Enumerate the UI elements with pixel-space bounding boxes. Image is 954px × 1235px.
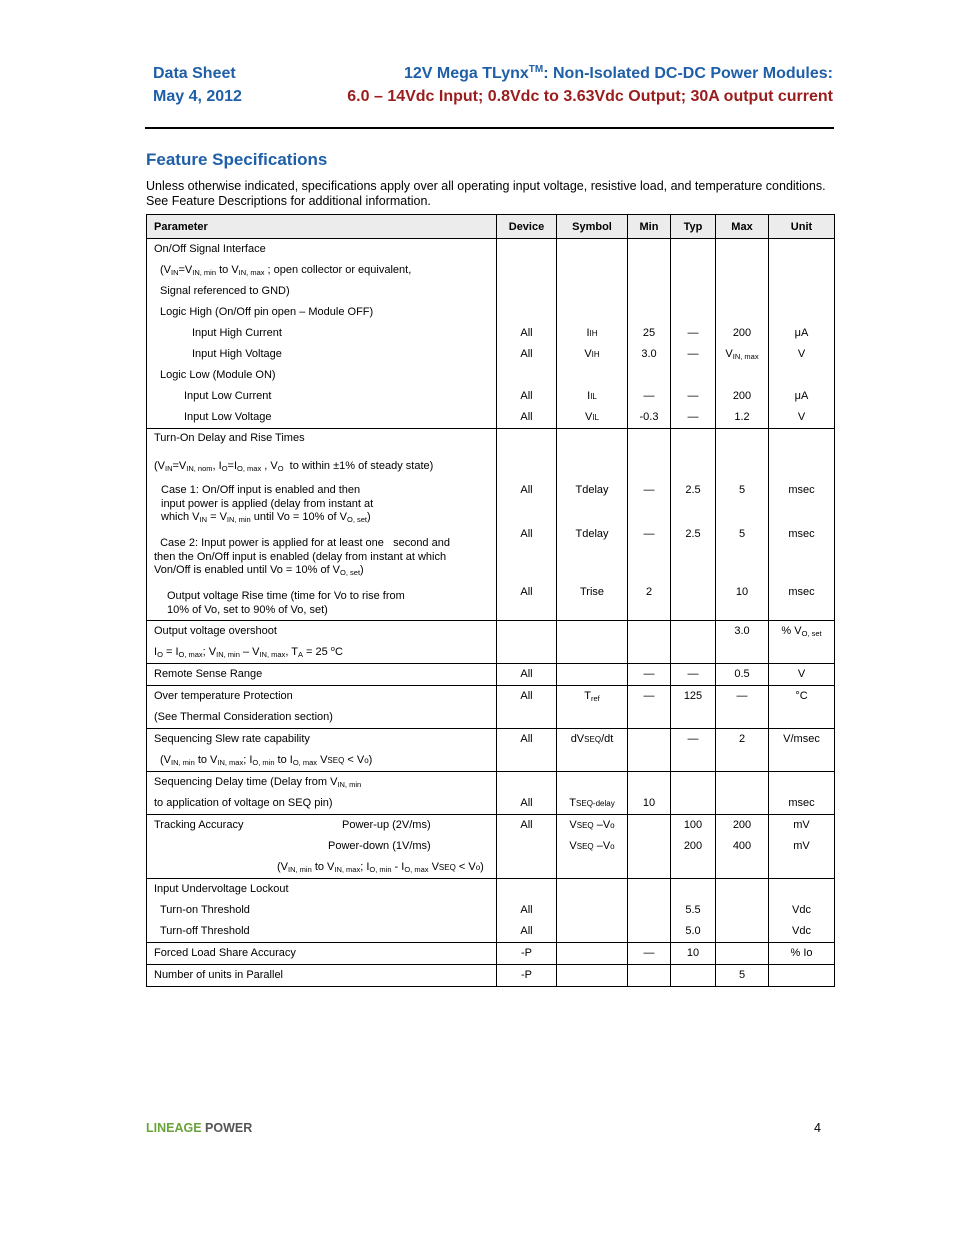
device-cell: All All All All	[497, 239, 557, 429]
parameter-cell: Sequencing Slew rate capability ($V_{IN, min}$ to $V_{IN, max}$; $I_{O, min}$ to $I_{O, max}$ VSEQ < Vo)	[147, 729, 497, 772]
parameter-cell: Input Undervoltage Lockout Turn-on Threshold Turn-off Threshold	[147, 879, 497, 943]
max-cell	[716, 772, 769, 815]
typ-cell: 2.5 2.5	[671, 429, 716, 621]
parameter-cell: Forced Load Share Accuracy	[147, 943, 497, 965]
unit-cell: msec msec msec	[769, 429, 835, 621]
symbol-cell	[557, 943, 628, 965]
table-row	[147, 429, 835, 621]
typ-cell: —	[671, 729, 716, 772]
col-device: Device	[497, 215, 557, 239]
doc-subtitle: 6.0 – 14Vdc Input; 0.8Vdc to 3.63Vdc Output; 30A output current	[347, 88, 833, 105]
min-cell: —	[628, 686, 671, 729]
col-min: Min	[628, 215, 671, 239]
unit-cell: % Io	[769, 943, 835, 965]
device-cell: All	[497, 815, 557, 879]
table-row	[147, 729, 835, 772]
typ-cell: 125	[671, 686, 716, 729]
device-cell: -P	[497, 965, 557, 987]
unit-cell: Vdc Vdc	[769, 879, 835, 943]
min-cell: —	[628, 943, 671, 965]
device-cell: All	[497, 686, 557, 729]
typ-cell: 10	[671, 943, 716, 965]
typ-cell	[671, 772, 716, 815]
col-typ: Typ	[671, 215, 716, 239]
table-row	[147, 943, 835, 965]
symbol-cell: IIH VIH IIL VIL	[557, 239, 628, 429]
max-cell: 2	[716, 729, 769, 772]
max-cell: 200 $V_{IN, max}$ 200 1.2	[716, 239, 769, 429]
max-cell: 5 5 10	[716, 429, 769, 621]
header-left	[153, 62, 242, 108]
min-cell	[628, 815, 671, 879]
col-parameter: Parameter	[147, 215, 497, 239]
min-cell: —	[628, 664, 671, 686]
max-cell	[716, 943, 769, 965]
parameter-cell: Tracking Accuracy Power-up (2V/ms) Power-down (1V/ms) ($V_{IN, min}$ to $V_{IN, max}$; $I_{O, min} - I_{O, max}$ VSEQ < Vo)	[147, 815, 497, 879]
min-cell: 25 3.0 — -0.3	[628, 239, 671, 429]
min-cell	[628, 965, 671, 987]
section-title: Feature Specifications	[146, 150, 328, 169]
table-row	[147, 686, 835, 729]
spec-table	[146, 214, 835, 987]
symbol-cell	[557, 664, 628, 686]
unit-cell: V/msec	[769, 729, 835, 772]
intro-text: Unless otherwise indicated, specifications apply over all operating input voltage, resistive load, and temperature conditions. See Feature Descriptions for additional information.	[146, 179, 826, 208]
symbol-cell: TSEQ-delay	[557, 772, 628, 815]
device-cell: All	[497, 729, 557, 772]
footer-brand	[146, 1121, 252, 1135]
col-symbol: Symbol	[557, 215, 628, 239]
col-max: Max	[716, 215, 769, 239]
unit-cell: °C	[769, 686, 835, 729]
typ-cell: 100 200	[671, 815, 716, 879]
typ-cell: 5.5 5.0	[671, 879, 716, 943]
min-cell	[628, 729, 671, 772]
table-row	[147, 239, 835, 429]
parameter-cell: Over temperature Protection (See Thermal Consideration section)	[147, 686, 497, 729]
doc-title: 12V Mega TLynx™: Non-Isolated DC-DC Power Modules:	[403, 64, 833, 82]
parameter-cell: Remote Sense Range	[147, 664, 497, 686]
parameter-cell: Sequencing Delay time (Delay from $V_{IN, min}$ to application of voltage on SEQ pin)	[147, 772, 497, 815]
typ-cell	[671, 965, 716, 987]
unit-cell: % $V_{O, set}$	[769, 621, 835, 664]
table-row	[147, 621, 835, 664]
table-row	[147, 879, 835, 943]
parameter-cell: Number of units in Parallel	[147, 965, 497, 987]
unit-cell: V	[769, 664, 835, 686]
typ-cell: —	[671, 664, 716, 686]
table-row	[147, 815, 835, 879]
unit-cell: mV mV	[769, 815, 835, 879]
symbol-cell: $T_{ref}$	[557, 686, 628, 729]
symbol-cell	[557, 965, 628, 987]
parameter-cell: On/Off Signal Interface ($V_{IN}=V_{IN, min}$ to $V_{IN, max}$ ; open collector or equivalent, Signal referenced to GND) Logic High (On/Off pin open – Module OFF) Input High Current Input High Voltage Logic Low (Module ON) Input Low Current Input Low Voltage	[147, 239, 497, 429]
table-row	[147, 965, 835, 987]
unit-cell: msec	[769, 772, 835, 815]
table-row	[147, 664, 835, 686]
device-cell	[497, 621, 557, 664]
header-row	[147, 215, 835, 239]
typ-cell	[671, 621, 716, 664]
col-unit: Unit	[769, 215, 835, 239]
symbol-cell	[557, 621, 628, 664]
min-cell: 10	[628, 772, 671, 815]
page-number: 4	[814, 1121, 821, 1135]
device-cell: All	[497, 664, 557, 686]
device-cell: All All	[497, 879, 557, 943]
max-cell: 200 400	[716, 815, 769, 879]
unit-cell	[769, 965, 835, 987]
device-cell: -P	[497, 943, 557, 965]
max-cell	[716, 879, 769, 943]
unit-cell: μA V μA V	[769, 239, 835, 429]
min-cell	[628, 879, 671, 943]
max-cell: 3.0	[716, 621, 769, 664]
header-right	[347, 62, 833, 108]
typ-cell: — — — —	[671, 239, 716, 429]
symbol-cell: Tdelay Tdelay Trise	[557, 429, 628, 621]
symbol-cell: VSEQ –Vo VSEQ –Vo	[557, 815, 628, 879]
table-row	[147, 772, 835, 815]
symbol-cell	[557, 879, 628, 943]
max-cell: 0.5	[716, 664, 769, 686]
doc-type: Data Sheet	[153, 65, 236, 82]
parameter-cell: Turn-On Delay and Rise Times ($V_{IN}=V_{IN, nom}$, $I_O=I_{O, max}$ , $V_O$ to within ±1% of steady state) Case 1: On/Off input is enabled and then input power is applied (delay from instant at which $V_{IN} = V_{IN, min}$ until Vo = 10% of $V_{O, set}$) Case 2: Input power is applied for at least one second and then the On/Off input is enabled (delay from instant at which Von/Off is enabled until Vo = 10% of $V_{O, set}$) Output voltage Rise time (time for Vo to rise from 10% of Vo, set to 90% of Vo, set)	[147, 429, 497, 621]
max-cell: —	[716, 686, 769, 729]
brand-power: POWER	[205, 1121, 253, 1135]
min-cell: — — 2	[628, 429, 671, 621]
device-cell: All All All	[497, 429, 557, 621]
device-cell: All	[497, 772, 557, 815]
header-rule	[145, 127, 834, 129]
symbol-cell: dVSEQ/dt	[557, 729, 628, 772]
parameter-cell: Output voltage overshoot $I_O = I_{O, max}$; $V_{IN, min} - V_{IN, max}$, $T_A = 25$ $^o$C	[147, 621, 497, 664]
doc-date: May 4, 2012	[153, 88, 242, 105]
min-cell	[628, 621, 671, 664]
max-cell: 5	[716, 965, 769, 987]
brand-lineage: LINEAGE	[146, 1121, 202, 1135]
